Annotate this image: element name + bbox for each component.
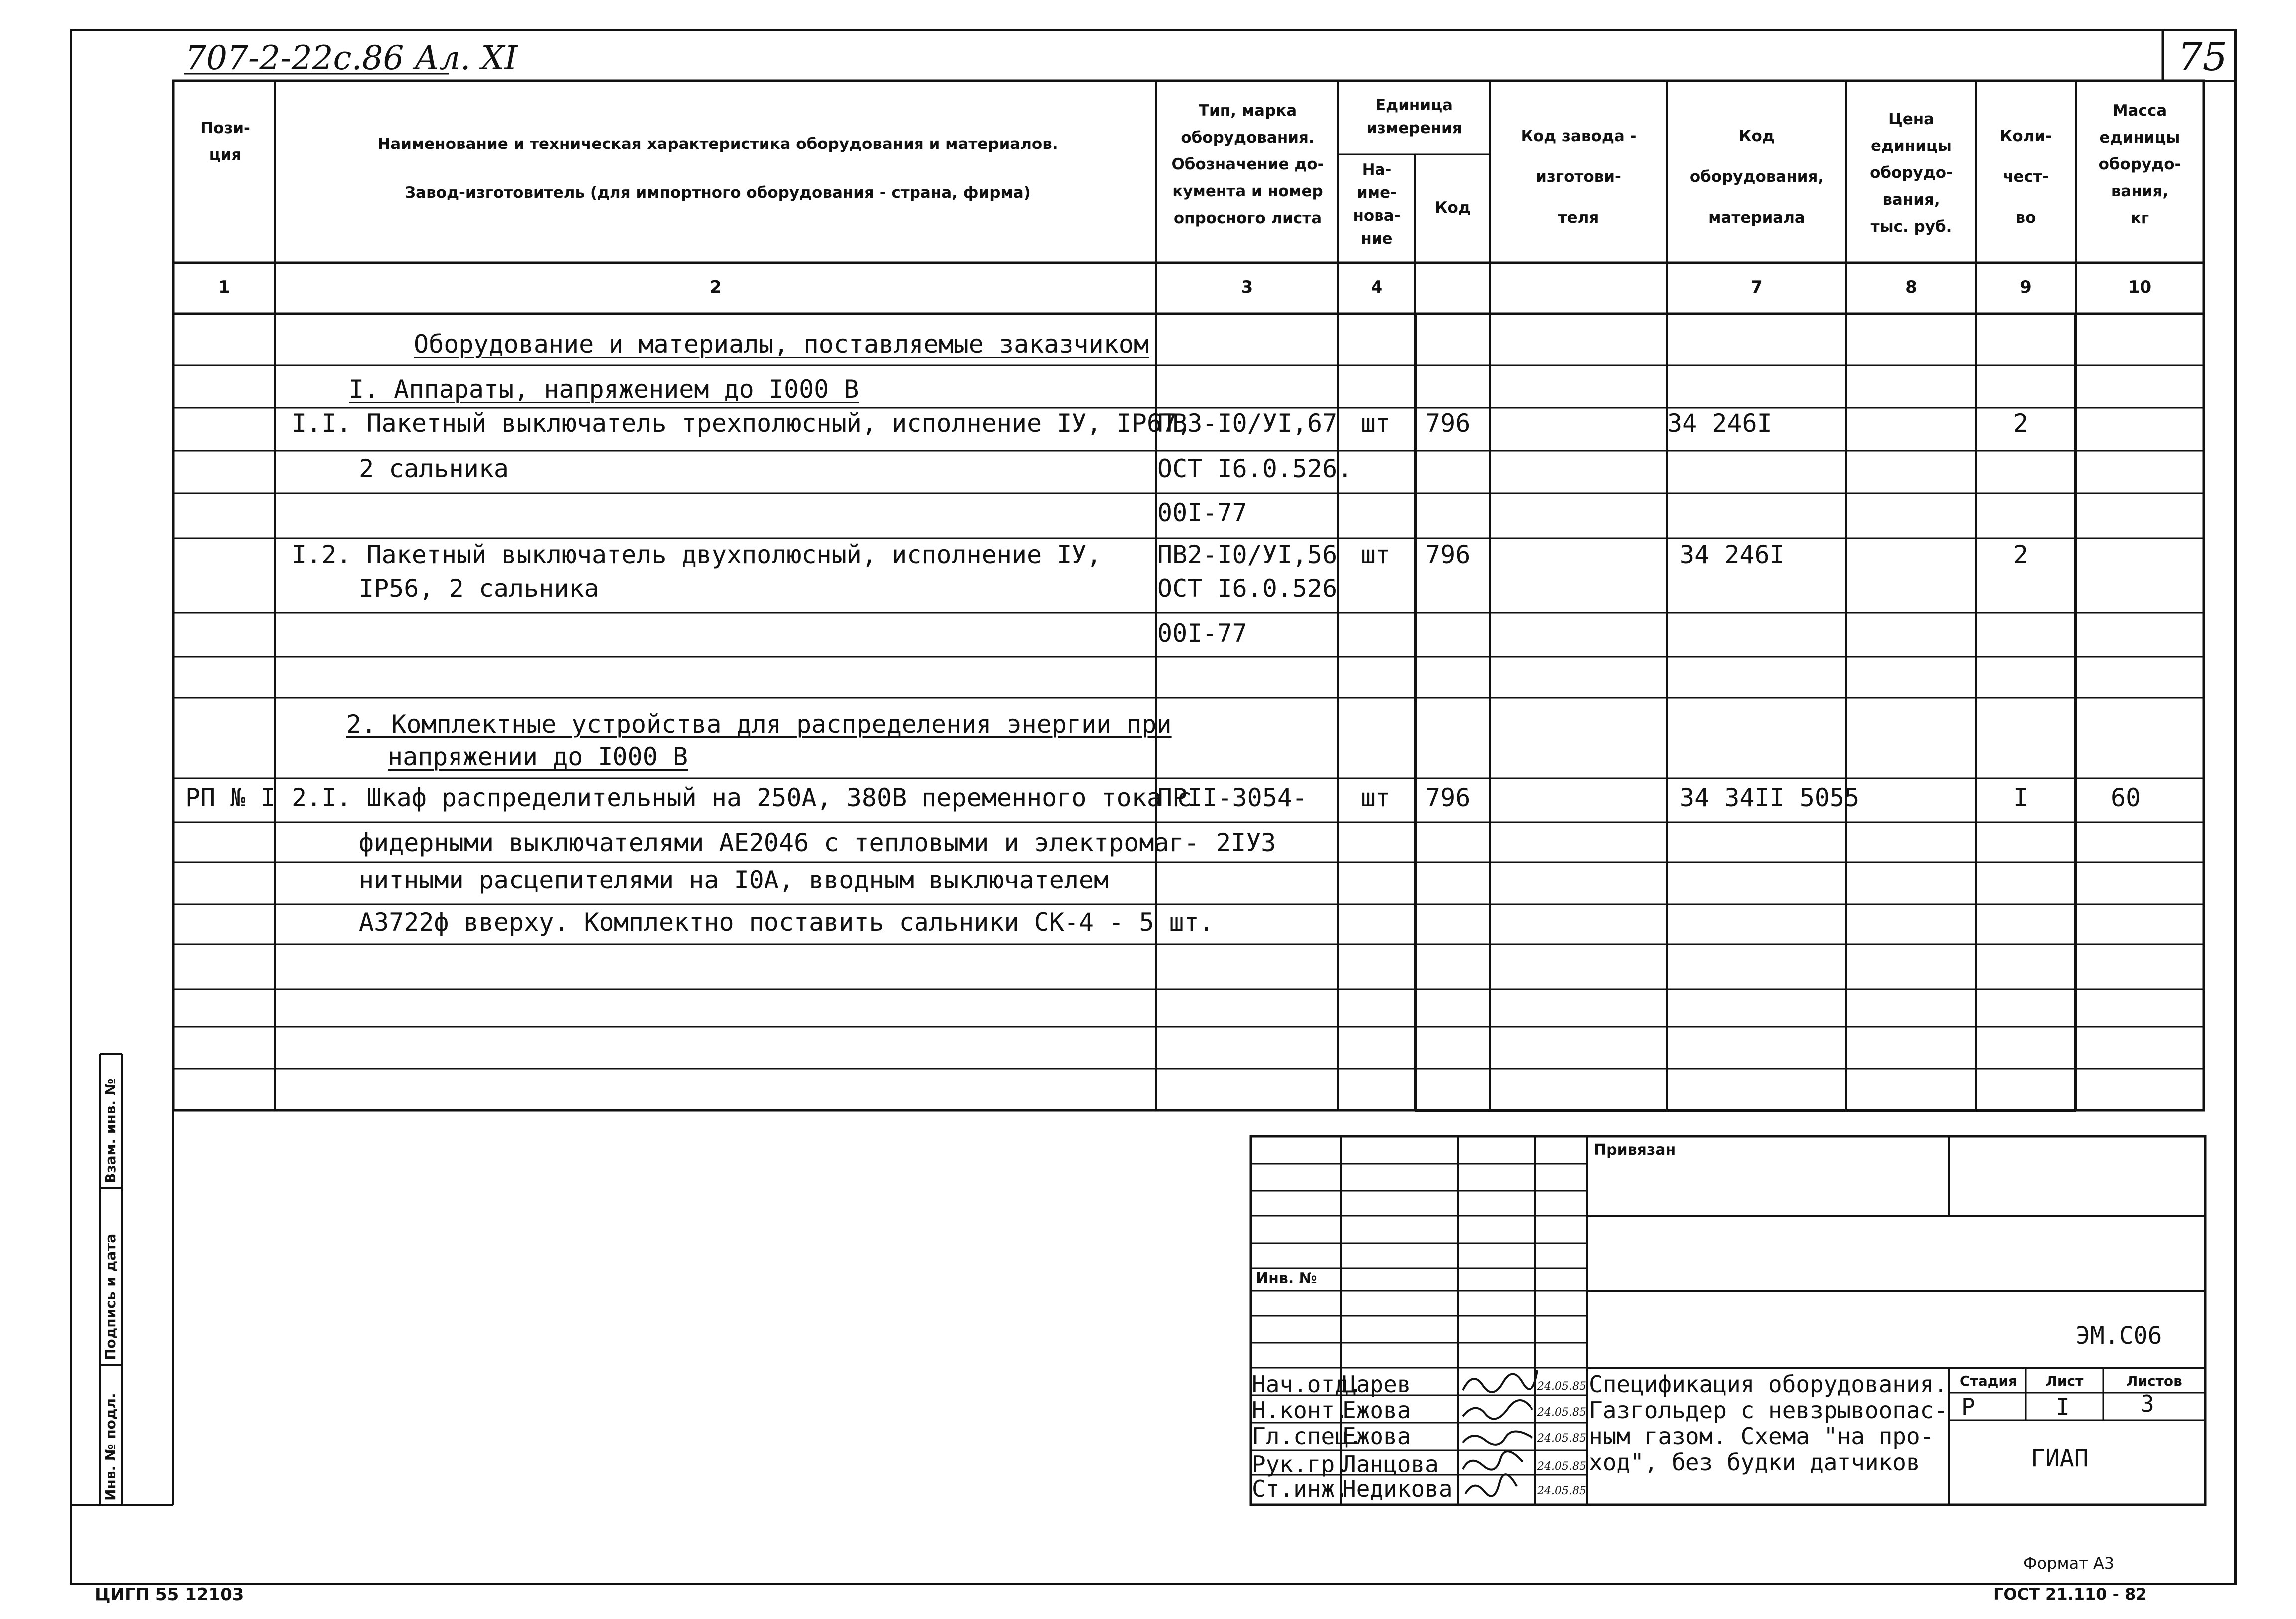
header-unit-name: На- име- нова- ние (1353, 161, 1401, 248)
item-2-1-cont3: А3722ф вверху. Комплектно поставить сальники СК-4 - 5 шт. (359, 908, 1214, 937)
group1-title: I. Аппараты, напряжением до I000 В (349, 375, 859, 404)
side-signature-date: Подпись и дата (102, 1233, 119, 1360)
item-2-1-type: ПРII-3054- (1157, 783, 1308, 812)
list-label: Лист (2045, 1373, 2084, 1389)
date-2: 24.05.85 (1537, 1406, 1586, 1419)
side-replacement-inv: Взам. инв. № (102, 1078, 119, 1183)
role-4: Рук.гр. (1252, 1451, 1349, 1477)
date-5: 24.05.85 (1537, 1485, 1586, 1497)
header-mass: Масса единицы оборудо- вания, кг (2098, 102, 2181, 227)
item-1-1-name: I.I. Пакетный выключатель трехполюсный, исполнение IУ, IР67, (292, 409, 1192, 438)
item-1-1-unitcode: 796 (1425, 409, 1471, 438)
item-1-1-code: 34 246I (1667, 409, 1772, 438)
signature-3 (1463, 1432, 1532, 1445)
item-2-1-code: 34 34II 5055 (1680, 783, 1860, 812)
role-5: Ст.инж. (1252, 1475, 1349, 1502)
header-position: Пози- ция (200, 119, 250, 164)
item-1-1-unit: шт (1361, 409, 1391, 438)
item-1-2-cont: IР56, 2 сальника (359, 574, 599, 603)
project-code: 707-2-22с.86 Ал. XI (185, 39, 518, 77)
colnum-1: 1 (218, 277, 230, 297)
item-1-2-doc2: 00I-77 (1157, 619, 1247, 648)
doc-title-line4: ход", без будки датчиков (1589, 1449, 1920, 1475)
doc-code: ЭМ.С06 (2076, 1322, 2162, 1350)
item-1-1-doc2: 00I-77 (1157, 498, 1247, 527)
colnum-4: 4 (1371, 277, 1383, 297)
signature-1 (1463, 1370, 1537, 1392)
doc-title-line1: Спецификация оборудования. (1589, 1371, 1948, 1398)
item-2-1-cont2: нитными расцепителями на I0А, вводным выключателем (359, 866, 1109, 894)
name-1: Царев (1342, 1371, 1411, 1398)
item-1-2-code: 34 246I (1680, 540, 1785, 569)
header-unit-code: Код (1435, 199, 1471, 217)
footer-code: ЦИГП 55 12103 (95, 1585, 244, 1605)
name-4: Ланцова (1342, 1451, 1439, 1477)
colnum-7: 7 (1751, 277, 1763, 297)
name-2: Ежова (1342, 1397, 1411, 1424)
organization: ГИАП (2031, 1444, 2089, 1472)
name-3: Ежова (1342, 1423, 1411, 1450)
header-name-line2: Завод-изготовитель (для импортного оборудования - страна, фирма) (405, 184, 1031, 202)
footer-format: Формат А3 (2023, 1554, 2115, 1573)
colnum-8: 8 (1905, 277, 1917, 297)
item-1-2-qty: 2 (2013, 540, 2029, 569)
item-2-1-type2: 2IУЗ (1216, 828, 1276, 857)
date-4: 24.05.85 (1537, 1460, 1586, 1472)
signature-5 (1465, 1474, 1517, 1496)
footer-gost: ГОСТ 21.110 - 82 (1993, 1585, 2147, 1604)
group2-title-line1: 2. Комплектные устройства для распределения энергии при (346, 710, 1172, 738)
role-1: Нач.отд. (1252, 1371, 1363, 1398)
stadia-value: Р (1961, 1393, 1975, 1420)
item-2-1-cont1: фидерными выключателями АЕ2046 с тепловыми и электромаг- (359, 828, 1199, 857)
item-1-2-unitcode: 796 (1425, 540, 1471, 569)
stadia-label: Стадия (1960, 1373, 2017, 1389)
header-unit-group: Единица измерения (1366, 96, 1462, 137)
listov-label: Листов (2126, 1373, 2182, 1389)
date-3: 24.05.85 (1537, 1432, 1586, 1445)
listov-value: 3 (2141, 1390, 2154, 1417)
colnum-9: 9 (2020, 277, 2032, 297)
signature-2 (1463, 1400, 1532, 1419)
colnum-10: 10 (2128, 277, 2152, 297)
colnum-3: 3 (1241, 277, 1253, 297)
item-1-2-type: ПВ2-I0/УI,56 (1157, 540, 1338, 569)
item-1-1-cont: 2 сальника (359, 454, 509, 483)
header-quantity: Коли- чест- во (2000, 127, 2052, 227)
item-2-1-mass: 60 (2111, 783, 2141, 812)
item-1-2-doc: ОСТ I6.0.526 (1157, 574, 1338, 603)
item-2-1-unit: шт (1361, 783, 1391, 812)
colnum-2: 2 (710, 277, 722, 297)
header-equipment-code: Код оборудования, материала (1689, 127, 1824, 227)
side-original-inv: Инв. № подл. (102, 1393, 119, 1501)
doc-title-line3: ным газом. Схема "на про- (1589, 1423, 1934, 1450)
group2-title-line2: напряжении до I000 В (388, 742, 688, 771)
item-1-2-unit: шт (1361, 540, 1391, 569)
doc-title-line2: Газгольдер с невзрывоопас- (1589, 1397, 1948, 1424)
role-2: Н.конт. (1252, 1397, 1349, 1424)
header-price: Цена единицы оборудо- вания, тыс. руб. (1870, 110, 1953, 236)
header-factory-code: Код завода - изготови- теля (1521, 127, 1637, 227)
date-1: 24.05.85 (1537, 1380, 1586, 1393)
item-2-1-position: РП № I (185, 783, 276, 812)
item-1-2-name: I.2. Пакетный выключатель двухполюсный, исполнение IУ, (292, 540, 1102, 569)
sheet-number: 75 (2178, 35, 2228, 80)
name-5: Недикова (1342, 1475, 1453, 1502)
header-type: Тип, марка оборудования. Обозначение до- кумента и номер опросного листа (1171, 102, 1324, 227)
item-2-1-name: 2.I. Шкаф распределительный на 250А, 380В переменного тока с (292, 783, 1192, 812)
header-name-line1: Наименование и техническая характеристика оборудования и материалов. (377, 135, 1058, 153)
section-title: Оборудование и материалы, поставляемые заказчиком (414, 330, 1149, 359)
list-value: I (2056, 1393, 2070, 1420)
item-1-1-type: ПВЗ-I0/УI,67 (1157, 409, 1338, 438)
item-2-1-qty: I (2013, 783, 2029, 812)
item-2-1-unitcode: 796 (1425, 783, 1471, 812)
item-1-1-doc: ОСТ I6.0.526. (1157, 454, 1353, 483)
privyazan-label: Привязан (1594, 1141, 1676, 1159)
signature-4 (1463, 1451, 1523, 1469)
inv-no-label: Инв. № (1256, 1270, 1317, 1287)
item-1-1-qty: 2 (2013, 409, 2029, 438)
role-3: Гл.спец. (1252, 1423, 1363, 1450)
